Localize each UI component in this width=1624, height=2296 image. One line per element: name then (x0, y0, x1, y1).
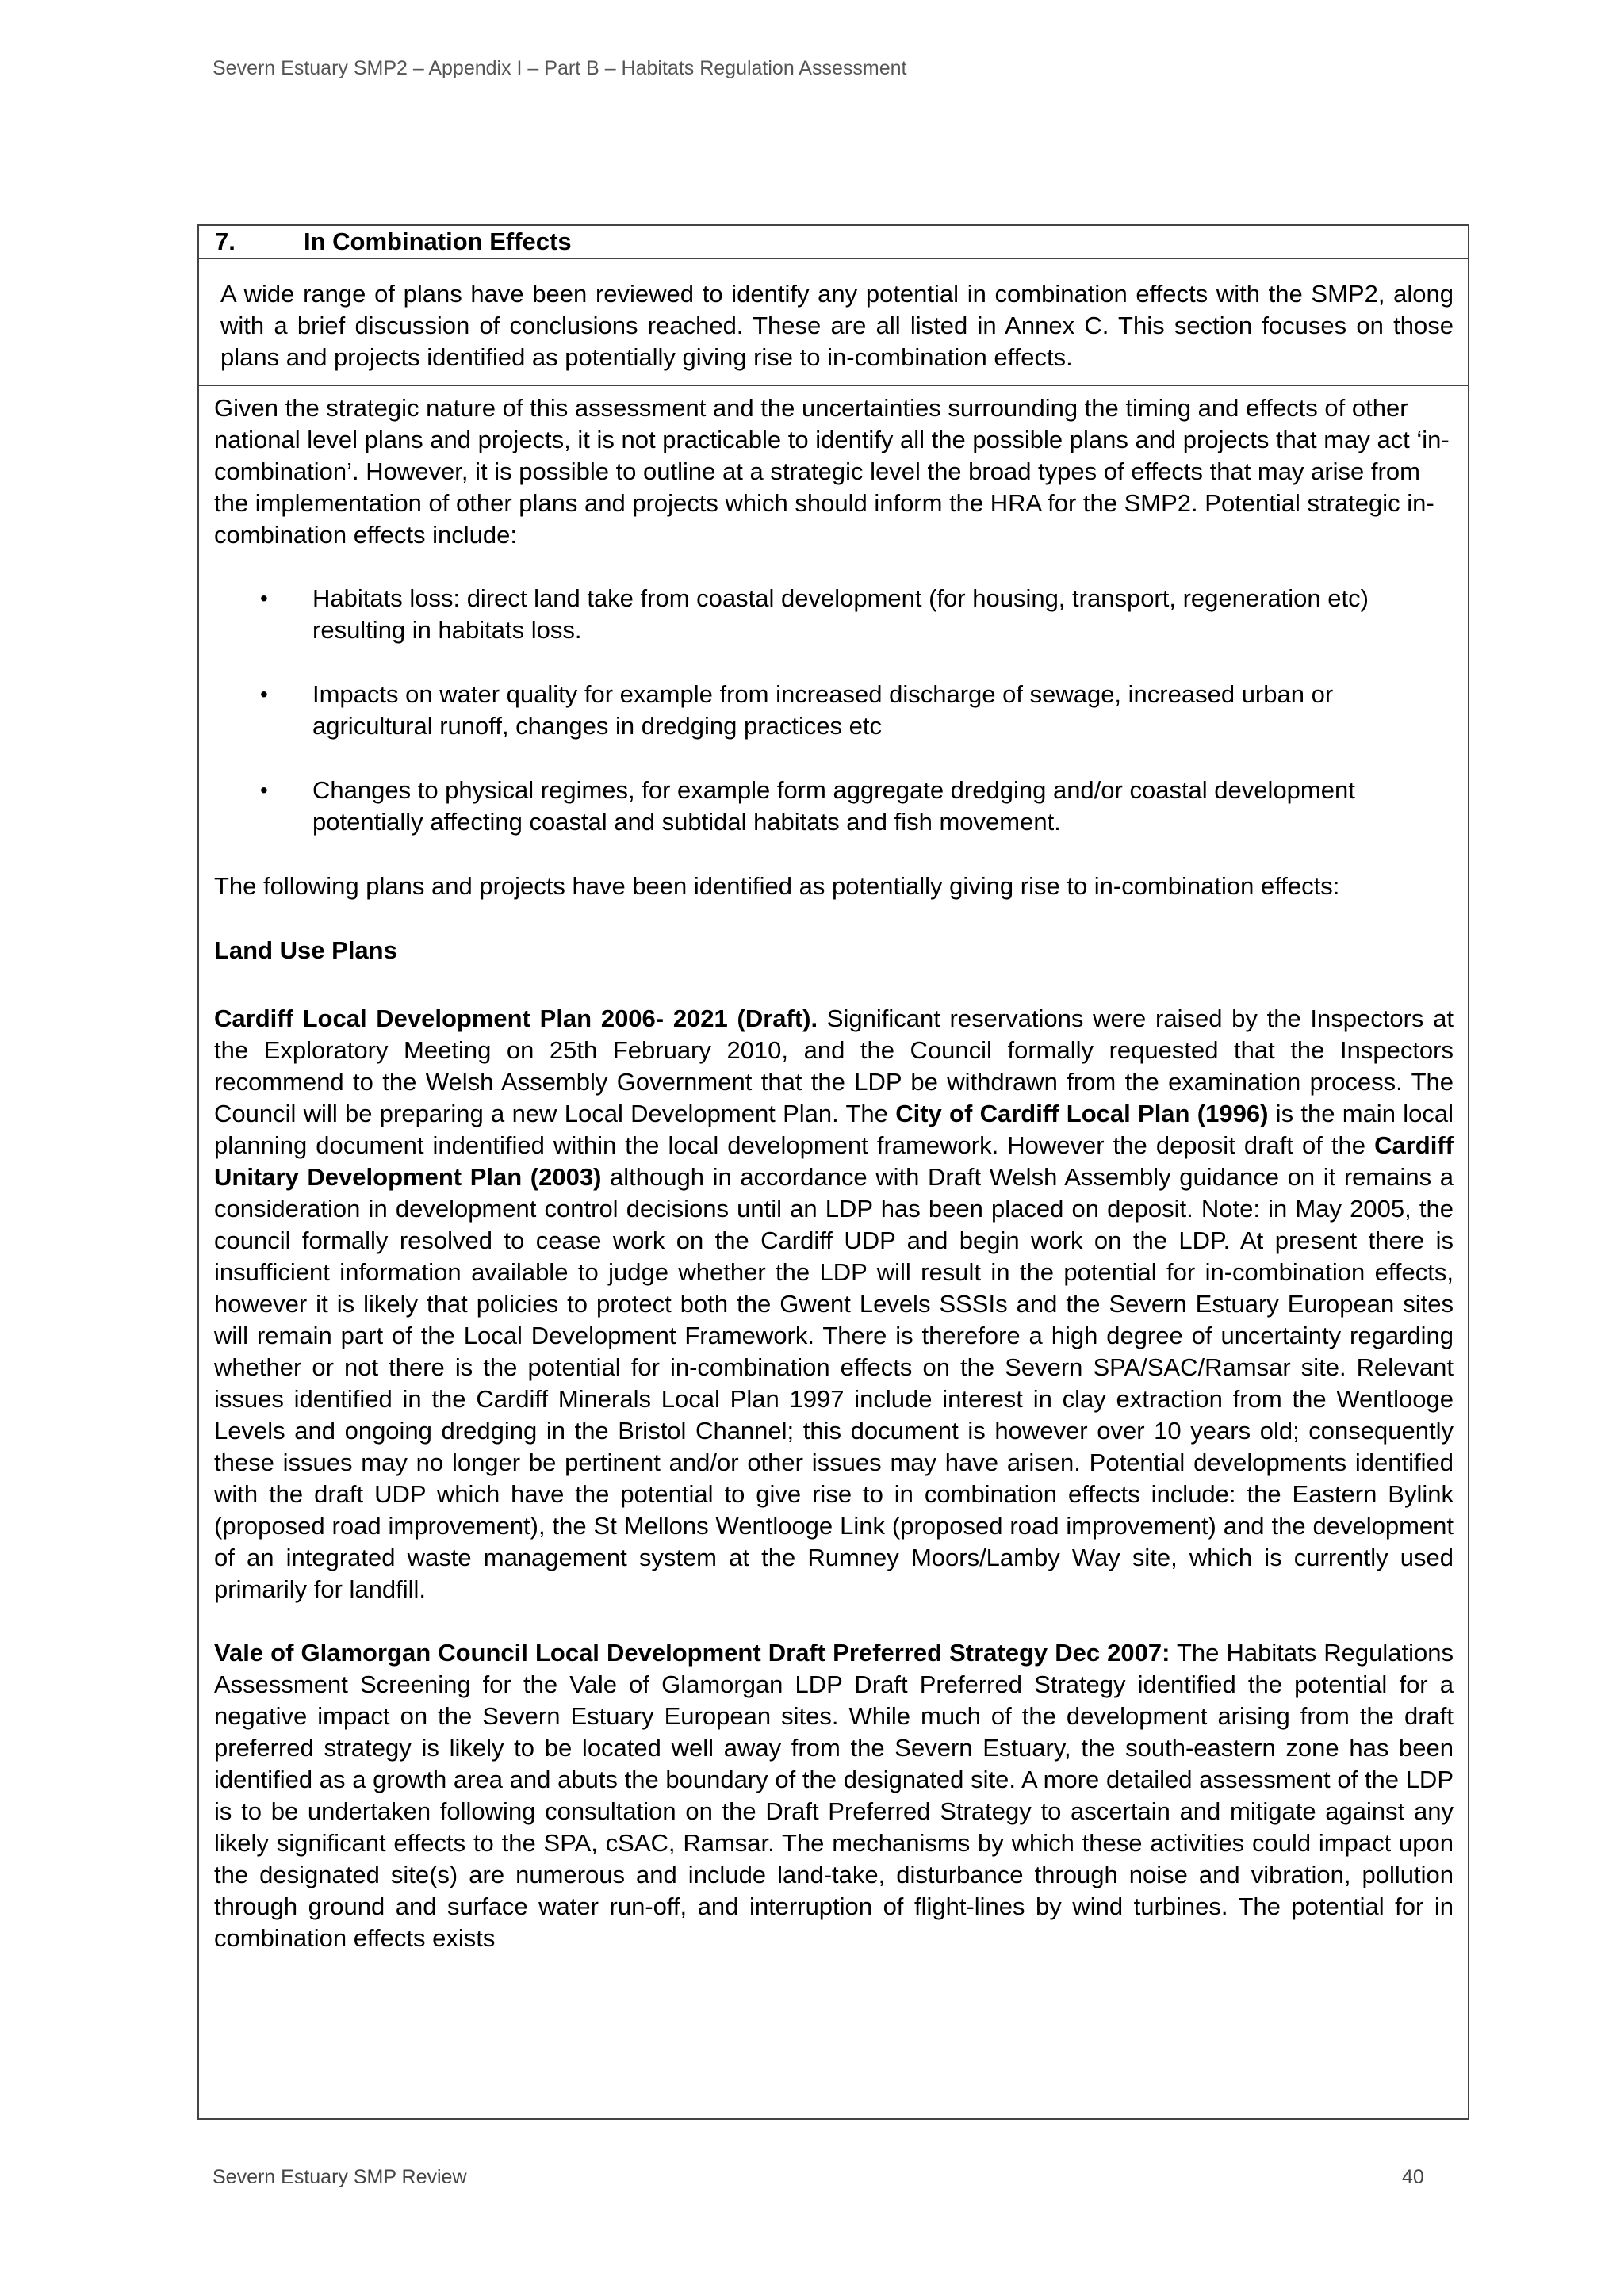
intro-paragraph: A wide range of plans have been reviewed to identify any potential in combination effects with the SMP2, along with a brief discussion of conclusions reached. These are all listed in Annex C. This section focuses on those plans and projects identified as potentially giving rise to in-combination effects. (220, 280, 1454, 371)
section-title: In Combination Effects (304, 228, 572, 255)
section-number: 7. (215, 228, 236, 255)
cardiff-ldp-title: Cardiff Local Development Plan 2006- 2021 (Draft). (214, 1004, 818, 1032)
section-content (199, 259, 1468, 1954)
cardiff-text-1: Significant reservations were raised by the Inspectors at the Exploratory Meeting on 25th February 2010, and the Council formally requested that the Inspectors recommend to the Welsh Assembly Government that the LDP be withdrawn from the examination process. The Council will be preparing a new Local Development Plan. The (214, 1004, 1454, 1127)
cardiff-local-plan-title: City of Cardiff Local Plan (1996) (895, 1100, 1269, 1127)
list-item (214, 775, 1454, 838)
cardiff-udp-title: Cardiff Unitary Development Plan (2003) (214, 1131, 1454, 1191)
page-number: 40 (1402, 2166, 1424, 2188)
effects-list (214, 583, 1454, 838)
vale-title: Vale of Glamorgan Council Local Development Draft Preferred Strategy Dec 2007: (214, 1639, 1170, 1667)
strategic-paragraph: Given the strategic nature of this assessment and the uncertainties surrounding the timing and effects of other national level plans and projects, it is not practicable to identify all the possible plans and projects that may act ‘in-combination’. However, it is possible to outline at a strategic level the broad types of effects that may arise from the implementation of other plans and projects which should inform the HRA for the SMP2. Potential strategic in-combination effects include: (214, 394, 1450, 549)
land-use-plans-heading: Land Use Plans (214, 936, 397, 964)
bullet-icon: • (260, 586, 268, 610)
following-paragraph: The following plans and projects have been identified as potentially giving rise to in-combination effects: (214, 872, 1340, 900)
footer-title: Severn Estuary SMP Review (213, 2166, 467, 2188)
cardiff-text-3: although in accordance with Draft Welsh Assembly guidance on it remains a consideration in development control decisions until an LDP has been placed on deposit. Note: in May 2005, the council formally resolved to cease work on the Cardiff UDP and begin work on the LDP. At present there is insufficient information available to judge whether the LDP will result in the potential for in-combination effects, however it is likely that policies to protect both the Gwent Levels SSSIs and the Severn Estuary European sites will remain part of the Local Development Framework. There is therefore a high degree of uncertainty regarding whether or not there is the potential for in-combination effects on the Severn SPA/SAC/Ramsar site. Relevant issues identified in the Cardiff Minerals Local Plan 1997 include interest in clay extraction from the Wentlooge Levels and ongoing dredging in the Bristol Channel; this document is however over 10 years old; consequently these issues may no longer be pertinent and/or other issues may have arisen. Potential developments identified with the draft UDP which have the potential to give rise to in combination effects include: the Eastern Bylink (proposed road improvement), the St Mellons Wentlooge Link (proposed road improvement) and the development of an integrated waste management system at the Rumney Moors/Lamby Way site, which is currently used primarily for landfill. (214, 1163, 1454, 1603)
running-header: Severn Estuary SMP2 – Appendix I – Part B – Habitats Regulation Assessment (213, 57, 907, 79)
list-item (214, 679, 1454, 742)
bullet-icon: • (260, 682, 268, 706)
section-frame (197, 224, 1469, 2120)
vale-paragraph (214, 1637, 1454, 1954)
cardiff-paragraph (214, 1003, 1454, 1605)
list-item-text: Changes to physical regimes, for example form aggregate dredging and/or coastal development potentially affecting coastal and subtidal habitats and fish movement. (312, 776, 1355, 836)
vale-text: The Habitats Regulations Assessment Screening for the Vale of Glamorgan LDP Draft Preferred Strategy identified the potential for a negative impact on the Severn Estuary European sites. While much of the development arising from the draft preferred strategy is likely to be located well away from the Severn Estuary, the south-eastern zone has been identified as a growth area and abuts the boundary of the designated site. A more detailed assessment of the LDP is to be undertaken following consultation on the Draft Preferred Strategy to ascertain and mitigate against any likely significant effects to the SPA, cSAC, Ramsar. The mechanisms by which these activities could impact upon the designated site(s) are numerous and include land-take, disturbance through noise and vibration, pollution through ground and surface water run-off, and interruption of flight-lines by wind turbines. The potential for in combination effects exists (214, 1639, 1454, 1952)
list-item-text: Habitats loss: direct land take from coastal development (for housing, transport, regeneration etc) resulting in habitats loss. (312, 584, 1369, 644)
list-item (214, 583, 1454, 646)
cardiff-text-2: is the main local planning document indentified within the local development framework. However the deposit draft of the (214, 1100, 1454, 1159)
list-item-text: Impacts on water quality for example from increased discharge of sewage, increased urban or agricultural runoff, changes in dredging practices etc (312, 680, 1334, 740)
bullet-icon: • (260, 778, 268, 802)
section-heading (199, 226, 1468, 259)
